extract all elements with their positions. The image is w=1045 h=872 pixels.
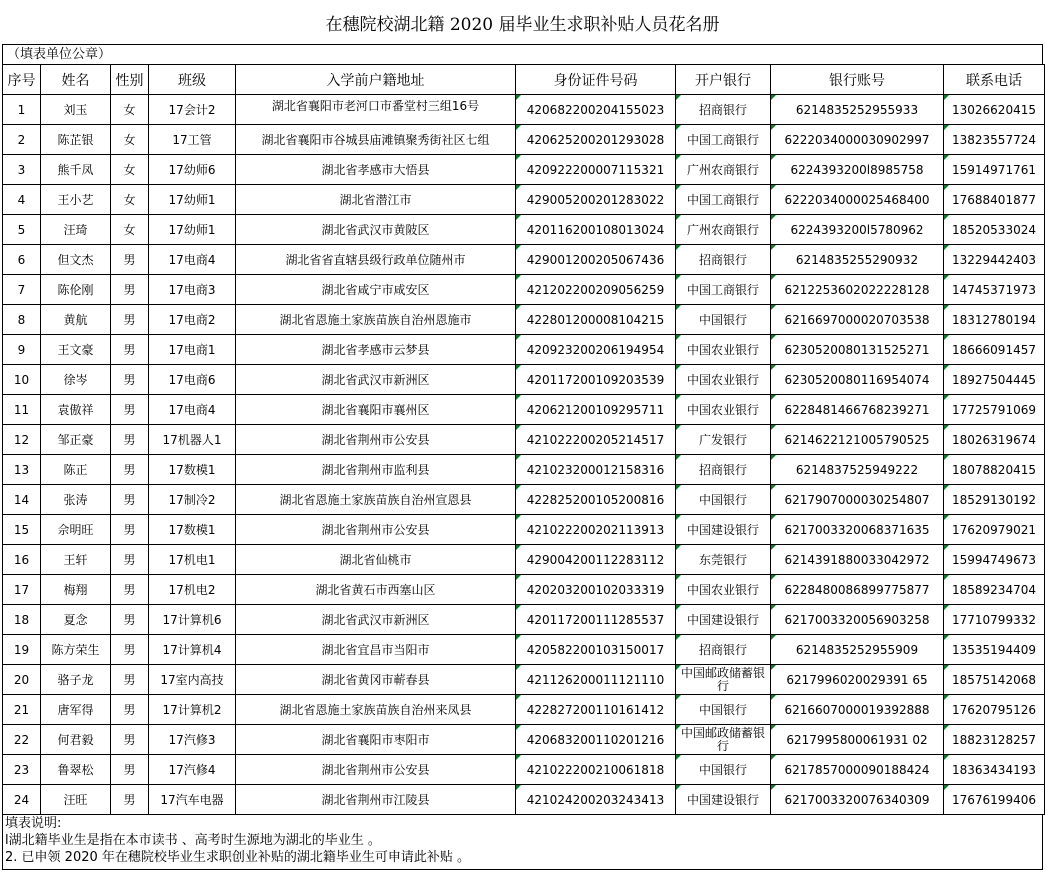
cell-class: 17电商2 <box>149 305 236 335</box>
unit-seal-label: （填表单位公章） <box>2 44 1043 64</box>
cell-account: 6217003320056903258 <box>771 605 944 635</box>
cell-id-number: 420117200111285537 <box>516 605 676 635</box>
cell-name: 刘玉 <box>41 95 111 125</box>
cell-name: 梅翔 <box>41 575 111 605</box>
cell-gender: 男 <box>111 425 149 455</box>
cell-bank: 中国农业银行 <box>676 365 771 395</box>
header-id-number: 身份证件号码 <box>516 65 676 95</box>
cell-bank: 中国银行 <box>676 695 771 725</box>
cell-account: 6216607000019392888 <box>771 695 944 725</box>
cell-id-number: 420116200108013024 <box>516 215 676 245</box>
cell-name: 唐军得 <box>41 695 111 725</box>
notes-line-1: l湖北籍毕业生是指在本市读书 、高考时生源地为湖北的毕业生 。 <box>5 833 381 848</box>
cell-name: 邹正豪 <box>41 425 111 455</box>
cell-no: 17 <box>3 575 41 605</box>
cell-gender: 男 <box>111 515 149 545</box>
table-row <box>3 245 1045 275</box>
cell-account: 6214391880033042972 <box>771 545 944 575</box>
cell-address: 湖北省荆州市公安县 <box>236 515 516 545</box>
cell-class: 17幼师1 <box>149 215 236 245</box>
cell-phone: 17620979021 <box>944 515 1045 545</box>
cell-no: 6 <box>3 245 41 275</box>
cell-gender: 男 <box>111 635 149 665</box>
cell-gender: 男 <box>111 365 149 395</box>
header-class: 班级 <box>149 65 236 95</box>
cell-account: 6217003320068371635 <box>771 515 944 545</box>
cell-name: 徐岑 <box>41 365 111 395</box>
cell-phone: 18575142068 <box>944 665 1045 695</box>
cell-no: 19 <box>3 635 41 665</box>
cell-bank: 东莞银行 <box>676 545 771 575</box>
table-row <box>3 185 1045 215</box>
cell-name: 袁傲祥 <box>41 395 111 425</box>
cell-account: 6214835252955909 <box>771 635 944 665</box>
cell-phone: 17725791069 <box>944 395 1045 425</box>
cell-phone: 18666091457 <box>944 335 1045 365</box>
cell-name: 汪琦 <box>41 215 111 245</box>
cell-account: 6228481466768239271 <box>771 395 944 425</box>
cell-class: 17幼师1 <box>149 185 236 215</box>
header-bank: 开户银行 <box>676 65 771 95</box>
cell-account: 6217857000090188424 <box>771 755 944 785</box>
cell-bank: 广发银行 <box>676 425 771 455</box>
cell-name: 王小艺 <box>41 185 111 215</box>
cell-no: 9 <box>3 335 41 365</box>
cell-phone: 14745371973 <box>944 275 1045 305</box>
cell-no: 22 <box>3 725 41 755</box>
table-row <box>3 665 1045 695</box>
cell-address: 湖北省潜江市 <box>236 185 516 215</box>
cell-address: 湖北省黄冈市蕲春县 <box>236 665 516 695</box>
cell-phone: 18312780194 <box>944 305 1045 335</box>
cell-no: 5 <box>3 215 41 245</box>
cell-phone: 18026319674 <box>944 425 1045 455</box>
cell-no: 13 <box>3 455 41 485</box>
cell-gender: 男 <box>111 395 149 425</box>
cell-gender: 男 <box>111 575 149 605</box>
cell-id-number: 421022200205214517 <box>516 425 676 455</box>
header-gender: 性别 <box>111 65 149 95</box>
cell-class: 17机器人1 <box>149 425 236 455</box>
cell-name: 陈方荣生 <box>41 635 111 665</box>
cell-gender: 男 <box>111 545 149 575</box>
cell-class: 17电商3 <box>149 275 236 305</box>
cell-address: 湖北省恩施土家族苗族自治州宣恩县 <box>236 485 516 515</box>
table-row <box>3 485 1045 515</box>
cell-no: 1 <box>3 95 41 125</box>
cell-class: 17汽车电器 <box>149 785 236 815</box>
cell-class: 17计算机4 <box>149 635 236 665</box>
cell-bank: 广州农商银行 <box>676 215 771 245</box>
table-row <box>3 695 1045 725</box>
cell-gender: 女 <box>111 185 149 215</box>
cell-class: 17幼师6 <box>149 155 236 185</box>
cell-bank: 中国建设银行 <box>676 515 771 545</box>
cell-gender: 男 <box>111 485 149 515</box>
cell-no: 24 <box>3 785 41 815</box>
cell-account: 6228480086899775877 <box>771 575 944 605</box>
cell-address: 湖北省仙桃市 <box>236 545 516 575</box>
cell-no: 21 <box>3 695 41 725</box>
cell-account: 6222034000025468400 <box>771 185 944 215</box>
cell-no: 11 <box>3 395 41 425</box>
notes-section <box>2 814 1043 870</box>
table-row <box>3 425 1045 455</box>
cell-class: 17室内高技 <box>149 665 236 695</box>
cell-gender: 女 <box>111 125 149 155</box>
table-row <box>3 305 1045 335</box>
cell-gender: 男 <box>111 455 149 485</box>
cell-address: 湖北省武汉市黄陂区 <box>236 215 516 245</box>
cell-phone: 13823557724 <box>944 125 1045 155</box>
cell-phone: 13229442403 <box>944 245 1045 275</box>
cell-address: 湖北省襄阳市襄州区 <box>236 395 516 425</box>
table-row <box>3 215 1045 245</box>
cell-class: 17电商4 <box>149 245 236 275</box>
cell-account: 6214622121005790525 <box>771 425 944 455</box>
cell-account: 6224393200l5780962 <box>771 215 944 245</box>
cell-bank: 中国银行 <box>676 485 771 515</box>
cell-gender: 男 <box>111 785 149 815</box>
cell-gender: 男 <box>111 275 149 305</box>
cell-address: 湖北省襄阳市谷城县庙滩镇聚秀街社区七组 <box>236 125 516 155</box>
cell-account: 6214835255290932 <box>771 245 944 275</box>
cell-id-number: 421022200210061818 <box>516 755 676 785</box>
table-row <box>3 635 1045 665</box>
cell-bank: 中国农业银行 <box>676 575 771 605</box>
cell-account: 6224393200l8985758 <box>771 155 944 185</box>
cell-class: 17计算机6 <box>149 605 236 635</box>
cell-address: 湖北省荆州市公安县 <box>236 425 516 455</box>
cell-name: 王轩 <box>41 545 111 575</box>
cell-account: 6214835252955933 <box>771 95 944 125</box>
cell-class: 17电商4 <box>149 395 236 425</box>
cell-bank: 招商银行 <box>676 95 771 125</box>
table-row <box>3 785 1045 815</box>
cell-address: 湖北省孝感市大悟县 <box>236 155 516 185</box>
cell-id-number: 420203200102033319 <box>516 575 676 605</box>
cell-no: 4 <box>3 185 41 215</box>
cell-id-number: 420682200204155023 <box>516 95 676 125</box>
cell-bank: 广州农商银行 <box>676 155 771 185</box>
cell-class: 17汽修3 <box>149 725 236 755</box>
cell-gender: 男 <box>111 605 149 635</box>
cell-no: 15 <box>3 515 41 545</box>
cell-address: 湖北省恩施土家族苗族自治州恩施市 <box>236 305 516 335</box>
header-name: 姓名 <box>41 65 111 95</box>
cell-name: 王文豪 <box>41 335 111 365</box>
cell-id-number: 421126200011121110 <box>516 665 676 695</box>
cell-phone: 17620795126 <box>944 695 1045 725</box>
cell-class: 17机电2 <box>149 575 236 605</box>
header-account: 银行账号 <box>771 65 944 95</box>
cell-address: 湖北省黄石市西塞山区 <box>236 575 516 605</box>
cell-no: 7 <box>3 275 41 305</box>
cell-class: 17机电1 <box>149 545 236 575</box>
cell-no: 18 <box>3 605 41 635</box>
cell-name: 但文杰 <box>41 245 111 275</box>
cell-gender: 男 <box>111 305 149 335</box>
cell-address: 湖北省武汉市新洲区 <box>236 365 516 395</box>
cell-id-number: 420582200103150017 <box>516 635 676 665</box>
cell-address: 湖北省武汉市新洲区 <box>236 605 516 635</box>
cell-name: 骆子龙 <box>41 665 111 695</box>
notes-line-2: 2. 已申领 2020 年在穗院校毕业生求职创业补贴的湖北籍毕业生可申请此补贴 。 <box>5 850 471 865</box>
header-no: 序号 <box>3 65 41 95</box>
cell-address: 湖北省荆州市监利县 <box>236 455 516 485</box>
table-row <box>3 755 1045 785</box>
cell-name: 陈正 <box>41 455 111 485</box>
table-row <box>3 125 1045 155</box>
cell-class: 17会计2 <box>149 95 236 125</box>
cell-id-number: 420621200109295711 <box>516 395 676 425</box>
cell-no: 16 <box>3 545 41 575</box>
cell-bank: 招商银行 <box>676 455 771 485</box>
table-row <box>3 605 1045 635</box>
cell-address: 湖北省孝感市云梦县 <box>236 335 516 365</box>
cell-bank: 中国建设银行 <box>676 785 771 815</box>
table-row <box>3 395 1045 425</box>
cell-class: 17数模1 <box>149 515 236 545</box>
cell-gender: 男 <box>111 725 149 755</box>
cell-phone: 15914971761 <box>944 155 1045 185</box>
cell-bank: 中国银行 <box>676 305 771 335</box>
cell-id-number: 429004200112283112 <box>516 545 676 575</box>
cell-account: 6217907000030254807 <box>771 485 944 515</box>
cell-id-number: 421022200202113913 <box>516 515 676 545</box>
cell-gender: 男 <box>111 665 149 695</box>
cell-bank: 中国建设银行 <box>676 605 771 635</box>
cell-phone: 18823128257 <box>944 725 1045 755</box>
cell-phone: 18363434193 <box>944 755 1045 785</box>
cell-no: 14 <box>3 485 41 515</box>
cell-class: 17电商6 <box>149 365 236 395</box>
table-row <box>3 515 1045 545</box>
cell-class: 17制冷2 <box>149 485 236 515</box>
cell-name: 何君毅 <box>41 725 111 755</box>
cell-address: 湖北省荆州市江陵县 <box>236 785 516 815</box>
cell-class: 17数模1 <box>149 455 236 485</box>
cell-id-number: 420117200109203539 <box>516 365 676 395</box>
cell-bank: 中国邮政储蓄银行 <box>676 665 771 695</box>
header-phone: 联系电话 <box>944 65 1045 95</box>
cell-no: 10 <box>3 365 41 395</box>
cell-gender: 女 <box>111 155 149 185</box>
cell-id-number: 429005200201283022 <box>516 185 676 215</box>
cell-no: 23 <box>3 755 41 785</box>
cell-phone: 17676199406 <box>944 785 1045 815</box>
cell-gender: 女 <box>111 215 149 245</box>
cell-name: 张涛 <box>41 485 111 515</box>
cell-address: 湖北省荆州市公安县 <box>236 755 516 785</box>
cell-account: 6214837525949222 <box>771 455 944 485</box>
cell-class: 17汽修4 <box>149 755 236 785</box>
table-row <box>3 155 1045 185</box>
table-row <box>3 95 1045 125</box>
cell-address: 湖北省省直辖县级行政单位随州市 <box>236 245 516 275</box>
cell-bank: 招商银行 <box>676 245 771 275</box>
cell-phone: 17688401877 <box>944 185 1045 215</box>
cell-name: 熊千凤 <box>41 155 111 185</box>
cell-address: 湖北省襄阳市老河口市番堂村三组16号 <box>236 95 516 125</box>
cell-bank: 中国工商银行 <box>676 275 771 305</box>
cell-account: 6230520080131525271 <box>771 335 944 365</box>
cell-bank: 中国农业银行 <box>676 395 771 425</box>
cell-phone: 15994749673 <box>944 545 1045 575</box>
cell-phone: 13026620415 <box>944 95 1045 125</box>
cell-bank: 招商银行 <box>676 635 771 665</box>
table-row <box>3 545 1045 575</box>
cell-name: 佘明旺 <box>41 515 111 545</box>
cell-account: 6230520080116954074 <box>771 365 944 395</box>
cell-id-number: 420625200201293028 <box>516 125 676 155</box>
cell-id-number: 422825200105200816 <box>516 485 676 515</box>
cell-id-number: 421023200012158316 <box>516 455 676 485</box>
cell-gender: 男 <box>111 335 149 365</box>
cell-phone: 18529130192 <box>944 485 1045 515</box>
cell-bank: 中国银行 <box>676 755 771 785</box>
cell-bank: 中国工商银行 <box>676 185 771 215</box>
table-row <box>3 455 1045 485</box>
cell-id-number: 421024200203243413 <box>516 785 676 815</box>
cell-name: 陈伦刚 <box>41 275 111 305</box>
cell-id-number: 420923200206194954 <box>516 335 676 365</box>
cell-address: 湖北省咸宁市咸安区 <box>236 275 516 305</box>
cell-name: 汪旺 <box>41 785 111 815</box>
cell-phone: 18927504445 <box>944 365 1045 395</box>
cell-id-number: 421202200209056259 <box>516 275 676 305</box>
table-row <box>3 275 1045 305</box>
cell-id-number: 429001200205067436 <box>516 245 676 275</box>
cell-no: 20 <box>3 665 41 695</box>
cell-address: 湖北省宜昌市当阳市 <box>236 635 516 665</box>
cell-no: 3 <box>3 155 41 185</box>
cell-phone: 18078820415 <box>944 455 1045 485</box>
cell-id-number: 422801200008104215 <box>516 305 676 335</box>
roster-table <box>2 64 1045 815</box>
cell-phone: 13535194409 <box>944 635 1045 665</box>
header-address: 入学前户籍地址 <box>236 65 516 95</box>
cell-no: 12 <box>3 425 41 455</box>
cell-account: 6222034000030902997 <box>771 125 944 155</box>
cell-phone: 18589234704 <box>944 575 1045 605</box>
cell-gender: 女 <box>111 95 149 125</box>
cell-id-number: 420922200007115321 <box>516 155 676 185</box>
cell-name: 陈芷银 <box>41 125 111 155</box>
cell-account: 6217996020029391 65 <box>771 665 944 695</box>
table-row <box>3 335 1045 365</box>
cell-gender: 男 <box>111 755 149 785</box>
cell-phone: 18520533024 <box>944 215 1045 245</box>
cell-class: 17计算机2 <box>149 695 236 725</box>
cell-class: 17电商1 <box>149 335 236 365</box>
table-row <box>3 725 1045 755</box>
cell-account: 6217995800061931 02 <box>771 725 944 755</box>
cell-address: 湖北省恩施土家族苗族自治州来凤县 <box>236 695 516 725</box>
cell-account: 6212253602022228128 <box>771 275 944 305</box>
cell-id-number: 420683200110201216 <box>516 725 676 755</box>
cell-address: 湖北省襄阳市枣阳市 <box>236 725 516 755</box>
cell-no: 2 <box>3 125 41 155</box>
cell-name: 鲁翠松 <box>41 755 111 785</box>
cell-name: 黄航 <box>41 305 111 335</box>
cell-bank: 中国工商银行 <box>676 125 771 155</box>
cell-no: 8 <box>3 305 41 335</box>
table-row <box>3 575 1045 605</box>
cell-name: 夏念 <box>41 605 111 635</box>
cell-class: 17工管 <box>149 125 236 155</box>
cell-phone: 17710799332 <box>944 605 1045 635</box>
cell-bank: 中国邮政储蓄银行 <box>676 725 771 755</box>
cell-gender: 男 <box>111 245 149 275</box>
cell-id-number: 422827200110161412 <box>516 695 676 725</box>
cell-gender: 男 <box>111 695 149 725</box>
notes-heading: 填表说明: <box>5 816 62 831</box>
cell-account: 6216697000020703538 <box>771 305 944 335</box>
cell-bank: 中国农业银行 <box>676 335 771 365</box>
cell-account: 6217003320076340309 <box>771 785 944 815</box>
table-row <box>3 365 1045 395</box>
table-header-row <box>3 65 1045 95</box>
page-title: 在穗院校湖北籍 2020 届毕业生求职补贴人员花名册 <box>325 14 720 35</box>
